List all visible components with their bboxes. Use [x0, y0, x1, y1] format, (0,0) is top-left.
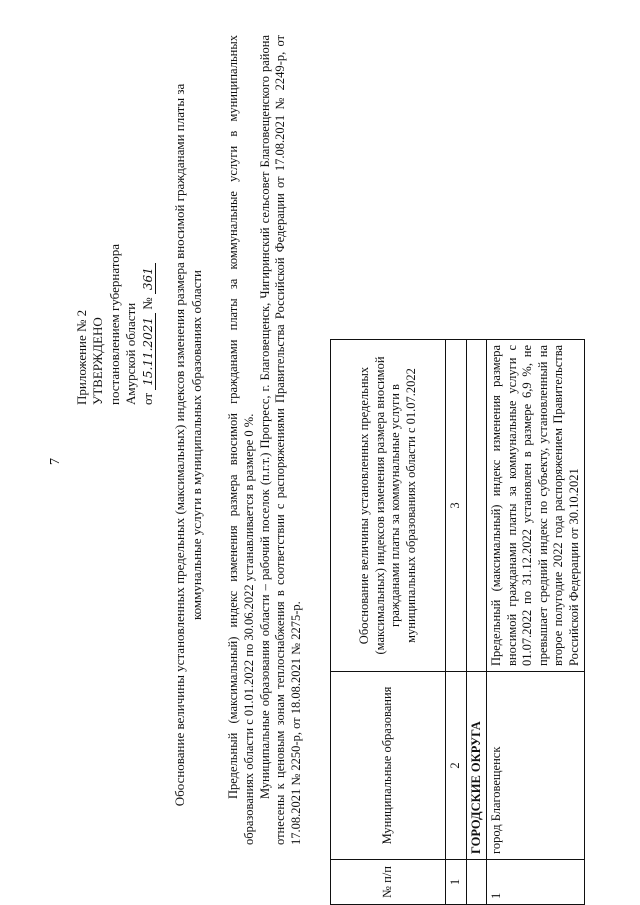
column-number-3: 3 — [446, 340, 467, 672]
number-prefix: № — [139, 297, 155, 310]
header-justification: Обоснование величины установленных предельных (максимальных) индексов изменения размера вносимой гражданами платы за коммунальные услуги в муниципальных образованиях области с 01.07.2022 — [331, 340, 446, 672]
row-municipality: город Благовещенск — [487, 672, 585, 860]
column-number-2: 2 — [446, 672, 467, 860]
paragraph-index-first-half: Предельный (максимальный) индекс изменения размера вносимой гражданами платы за коммунальные услуги в муниципальных образованиях области с 01.01.2022 по 30.06.2022 устанавливается в размере 0 %. — [226, 35, 256, 845]
date-prefix: от — [139, 392, 155, 405]
column-number-1: 1 — [446, 860, 467, 905]
paragraph-price-zones: Муниципальные образования области – рабочий поселок (п.г.т.) Прогресс, г. Благовещенск, Чигиринский сельсовет Благовещенского района отнесены к ценовым зонам теплоснабжения в соответствии с распоряжениями Правительства Российской Федерации от 17.08.2021 № 2249-р, от 17.08.2021 № 2250-р, от 18.08.2021 № 2275-р. — [257, 35, 304, 845]
column-number-row — [446, 340, 467, 905]
row-number: 1 — [487, 860, 585, 905]
page-number: 7 — [48, 458, 63, 465]
approval-line-appendix: Приложение № 2 — [74, 309, 89, 405]
approval-line-decree: постановлением губернатора — [106, 243, 122, 405]
approval-block — [74, 105, 156, 405]
header-municipality: Муниципальные образования — [331, 672, 446, 860]
approval-line-approved: УТВЕРЖДЕНО — [90, 317, 106, 405]
approval-line-region: Амурской области — [123, 302, 139, 405]
row-justification: Предельный (максимальный) индекс изменения размера вносимой гражданами платы за коммунальные услуги с 01.07.2022 по 31.12.2022 установлен в размере 6,9 %, не превышает средний индекс по субъекту, установленный на второе полугодие 2022 года распоряжением Правительства Российской Федерации от 30.10.2021 — [487, 340, 585, 672]
section-row — [466, 340, 487, 905]
approval-date-line — [140, 105, 156, 405]
document-title: Обоснование величины установленных предельных (максимальных) индексов изменения размера вносимой гражданами платы за коммунальные услуги в муниципальных образованиях области — [172, 83, 204, 807]
section-empty-cell — [466, 860, 487, 905]
table-row — [487, 340, 585, 905]
handwritten-date: 15.11.2021 — [141, 313, 156, 390]
header-number: № п/п — [331, 860, 446, 905]
handwritten-number: 361 — [141, 263, 156, 294]
section-empty-cell — [466, 340, 487, 672]
section-title: ГОРОДСКИЕ ОКРУГА — [466, 672, 487, 860]
justification-table — [330, 339, 585, 905]
table-header-row — [331, 340, 446, 905]
body-text — [226, 35, 305, 845]
